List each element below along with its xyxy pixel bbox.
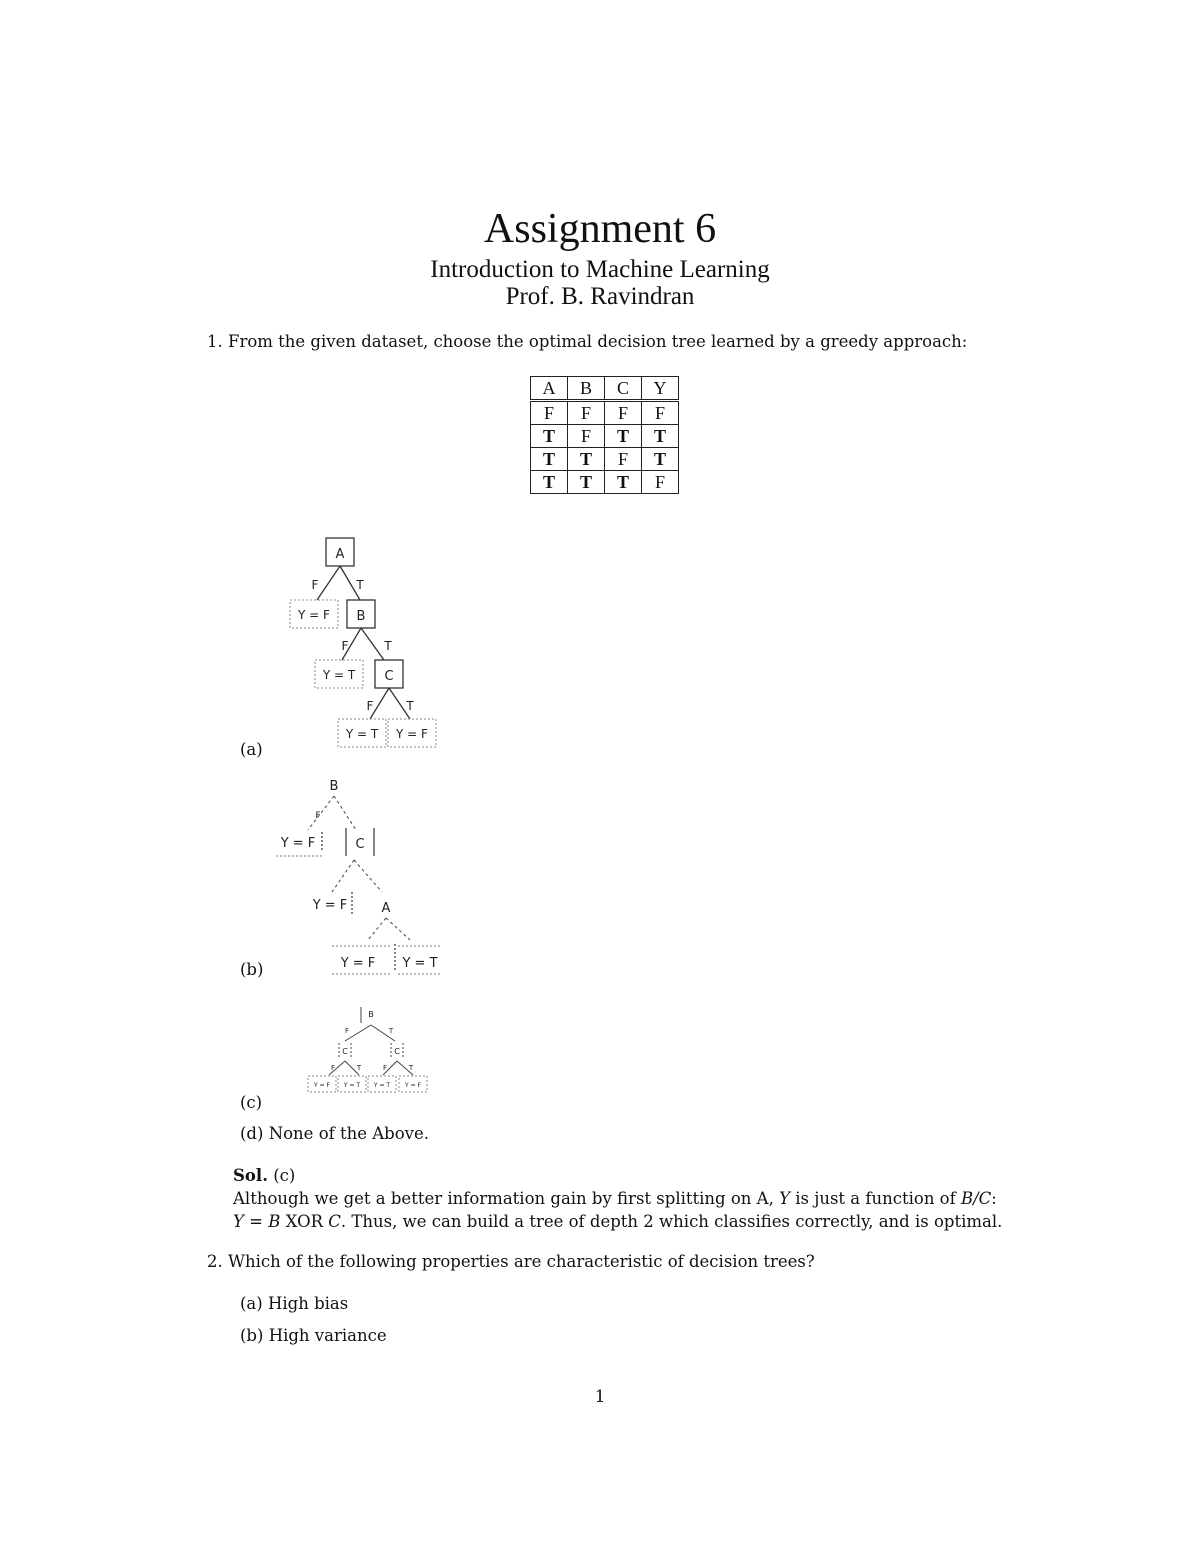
table-cell: T (568, 448, 605, 471)
math-var: C (328, 1212, 341, 1231)
page-title: Assignment 6 (483, 206, 717, 252)
table-cell: F (642, 471, 679, 494)
tree-leaf: Y = F (340, 956, 376, 971)
question-text: Which of the following properties are characteristic of decision trees? (228, 1252, 815, 1271)
tree-edge-label: T (384, 639, 392, 653)
tree-edge-label: F (341, 639, 349, 653)
dataset-table (530, 376, 679, 494)
tree-leaf: Y = T (345, 727, 379, 741)
tree-edge-label: F (330, 1064, 336, 1072)
instructor-name: Prof. B. Ravindran (505, 283, 695, 310)
tree-node: C (342, 1047, 348, 1056)
table-cell: T (531, 448, 568, 471)
table-cell: T (642, 425, 679, 448)
table-cell: T (531, 471, 568, 494)
page-number: 1 (594, 1387, 606, 1407)
solution-text: is just a function of (789, 1189, 961, 1208)
option-d (240, 1124, 429, 1143)
question-text: From the given dataset, choose the optimal decision tree learned by a greedy approach: (228, 332, 968, 351)
solution-header (233, 1166, 295, 1185)
tree-leaf: Y = F (314, 1082, 330, 1089)
table-header-cell: B (568, 377, 605, 401)
solution-text: XOR (280, 1212, 329, 1231)
table-cell: T (605, 471, 642, 494)
tree-node: B (329, 779, 339, 794)
decision-tree-c (305, 1003, 435, 1095)
tree-node: B (368, 1010, 374, 1019)
option-c-label: (c) (240, 1093, 263, 1112)
tree-edge-label: T (356, 1064, 362, 1072)
option-d-label: (d) (240, 1124, 264, 1143)
table-cell: F (568, 425, 605, 448)
tree-leaf: Y = F (298, 608, 330, 622)
table-header-row (531, 377, 679, 401)
solution-text: : (991, 1189, 997, 1208)
decision-tree-a (280, 530, 450, 755)
table-header-cell: Y (642, 377, 679, 401)
table-cell: T (642, 448, 679, 471)
q2-option-b (240, 1326, 387, 1345)
math-var: B/C (960, 1189, 992, 1208)
tree-leaf: Y = T (373, 1082, 391, 1089)
tree-leaf: Y = T (322, 668, 356, 682)
tree-edge-label: T (388, 1027, 394, 1035)
table-cell: F (531, 401, 568, 425)
question-number: 2. (207, 1252, 223, 1271)
table-header-cell: A (531, 377, 568, 401)
solution-line-2 (233, 1212, 1002, 1231)
tree-node: A (381, 901, 391, 916)
option-d-text: None of the Above. (268, 1124, 429, 1143)
solution-text: Although we get a better information gain by first splitting on A, (233, 1189, 780, 1208)
option-label: (b) (240, 1326, 264, 1345)
option-label: (a) (240, 1294, 263, 1313)
question-number: 1. (207, 332, 223, 351)
solution-label: Sol. (233, 1166, 268, 1185)
tree-edge-label: F (315, 811, 321, 821)
option-a-label: (a) (240, 740, 263, 759)
tree-node: B (356, 609, 366, 624)
table-cell: T (531, 425, 568, 448)
option-b-label: (b) (240, 960, 264, 979)
option-text: High variance (268, 1326, 387, 1345)
tree-edge-label: T (408, 1064, 414, 1072)
tree-leaf: Y = F (405, 1082, 421, 1089)
table-cell: F (605, 401, 642, 425)
question-1 (207, 332, 967, 351)
course-title: Introduction to Machine Learning (430, 256, 770, 283)
table-row (531, 401, 679, 425)
table-row (531, 425, 679, 448)
q2-option-a (240, 1294, 348, 1313)
table-cell: F (605, 448, 642, 471)
tree-edge-label: F (366, 699, 374, 713)
solution-answer: (c) (273, 1166, 296, 1185)
tree-leaf: Y = F (312, 898, 348, 913)
tree-edge-label: F (311, 578, 319, 592)
tree-node: C (394, 1047, 400, 1056)
option-text: High bias (267, 1294, 349, 1313)
tree-node: C (384, 669, 394, 684)
tree-edge-label: F (382, 1064, 388, 1072)
table-row (531, 471, 679, 494)
table-cell: T (605, 425, 642, 448)
tree-edge-label: T (356, 578, 364, 592)
tree-leaf: Y = F (396, 727, 428, 741)
solution-text: . Thus, we can build a tree of depth 2 which classifies correctly, and is optimal. (340, 1212, 1003, 1231)
table-row (531, 448, 679, 471)
tree-leaf: Y = F (280, 836, 316, 851)
solution-text: = (243, 1212, 269, 1231)
tree-edge-label: T (406, 699, 414, 713)
tree-leaf: Y = T (402, 956, 438, 971)
tree-leaf: Y = T (343, 1082, 361, 1089)
math-var: B (268, 1212, 281, 1231)
math-var: Y (233, 1212, 244, 1231)
solution-line-1 (233, 1189, 997, 1208)
tree-edge-label: F (344, 1027, 350, 1035)
decision-tree-b (270, 772, 450, 982)
math-var: Y (779, 1189, 790, 1208)
tree-node: C (355, 837, 365, 852)
table-header-cell: C (605, 377, 642, 401)
question-2 (207, 1252, 815, 1271)
table-cell: F (642, 401, 679, 425)
table-cell: F (568, 401, 605, 425)
table-cell: T (568, 471, 605, 494)
tree-node: A (335, 547, 345, 562)
